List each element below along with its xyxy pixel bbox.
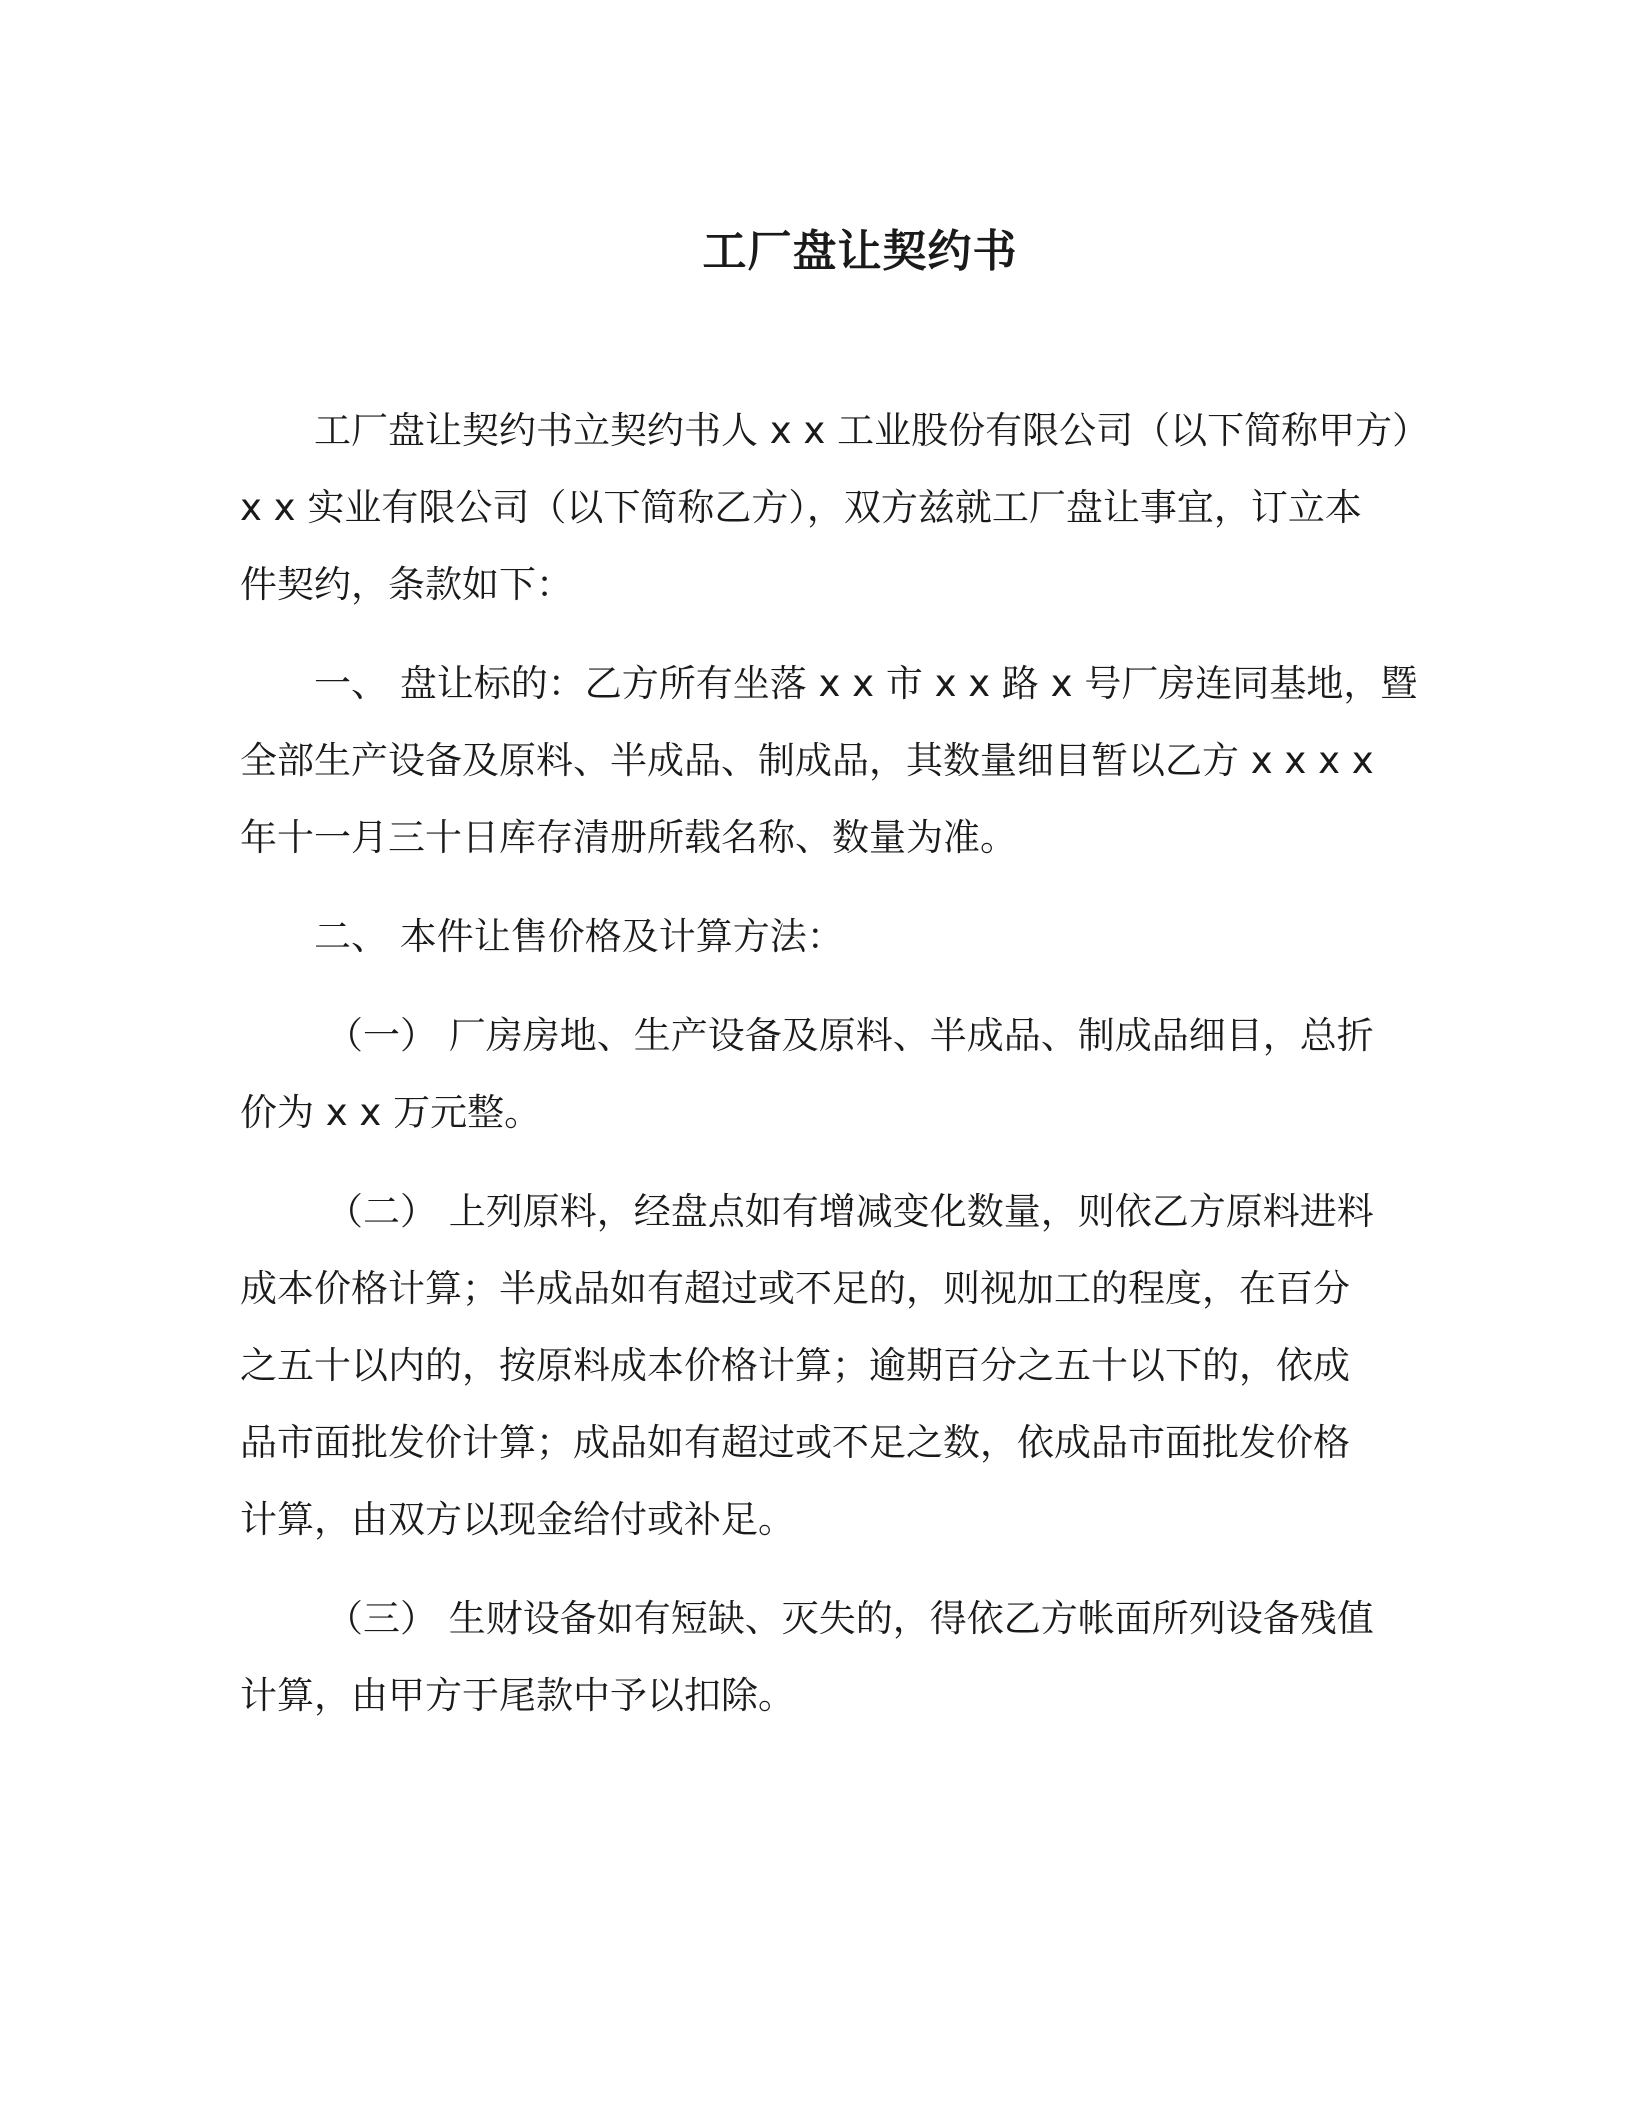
text-line: 计算，由甲方于尾款中予以扣除。 [240,1674,795,1717]
paragraph-clause-2-1 [240,997,1420,1151]
paragraph-clause-2 [240,898,1420,975]
text-line: 全部生产设备及原料、半成品、制成品，其数量细目暂以乙方 x x x x [240,739,1374,782]
paragraph-clause-2-3 [240,1580,1420,1734]
text-line: 年十一月三十日库存清册所载名称、数量为准。 [240,816,1017,859]
text-line: （一） 厂房房地、生产设备及原料、半成品、制成品细目，总折 [326,1014,1374,1057]
text-line: （二） 上列原料，经盘点如有增减变化数量，则依乙方原料进料 [326,1190,1374,1233]
text-line: 之五十以内的，按原料成本价格计算；逾期百分之五十以下的，依成 [240,1344,1350,1387]
text-line: （三） 生财设备如有短缺、灭失的，得依乙方帐面所列设备残值 [326,1597,1374,1640]
text-line: 成本价格计算；半成品如有超过或不足的，则视加工的程度，在百分 [240,1267,1350,1310]
paragraph-clause-2-2 [240,1173,1420,1558]
paragraph-clause-1 [240,645,1420,876]
text-line: 二、 本件让售价格及计算方法： [314,915,844,958]
text-line: 计算，由双方以现金给付或补足。 [240,1498,795,1541]
document-body [240,392,1430,1756]
paragraph-preamble [240,392,1430,623]
text-line: x x 实业有限公司（以下简称乙方），双方兹就工厂盘让事宜，订立本 [240,486,1362,529]
text-line: 件契约，条款如下： [240,563,573,606]
text-line: 价为 x x 万元整。 [240,1091,542,1134]
text-line: 一、 盘让标的：乙方所有坐落 x x 市 x x 路 x 号厂房连同基地，暨 [314,662,1418,705]
text-line: 工厂盘让契约书立契约书人 x x 工业股份有限公司（以下简称甲方） [314,409,1430,452]
document-title: 工厂盘让契约书 [702,226,1018,277]
text-line: 品市面批发价计算；成品如有超过或不足之数，依成品市面批发价格 [240,1421,1350,1464]
